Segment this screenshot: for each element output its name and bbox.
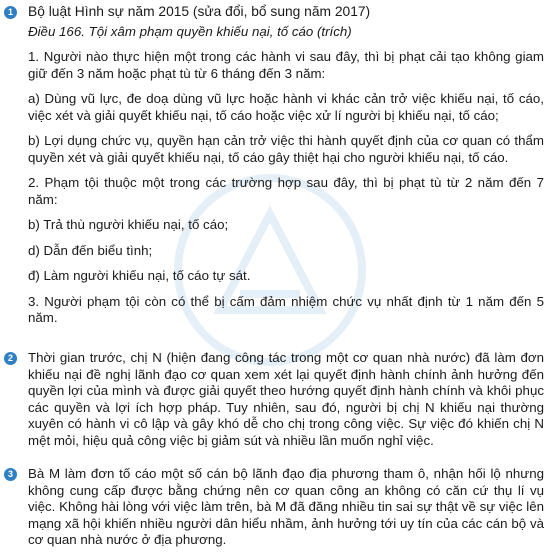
number-badge: 1	[4, 6, 17, 19]
clause-2b: b) Trả thù người khiếu nại, tố cáo;	[28, 217, 229, 232]
law-title: Bộ luật Hình sự năm 2015 (sửa đổi, bổ sung năm 2017)	[28, 4, 371, 19]
item-3	[4, 466, 544, 549]
situation-text: Bà M làm đơn tố cáo một số cán bộ lãnh đạo địa phương tham ô, nhận hối lộ nhưng không cung cấp được bằng chứng nên cơ quan công an không có căn cứ thụ lí vụ việc. Không hài lòng với việc làm trên, bà M đã đăng nhiều tin sai sự thật về sự việc lên mạng xã hội khiến nhiều người dân hiểu nhầm, ảnh hưởng tới uy tín của các cán bộ và cơ quan nhà nước ở địa phương.	[28, 466, 544, 547]
item-1	[4, 4, 544, 327]
clause-3: 3. Người phạm tội còn có thể bị cấm đảm nhiệm chức vụ nhất định từ 1 năm đến 5 năm.	[28, 293, 544, 325]
clause-1: 1. Người nào thực hiện một trong các hành vi sau đây, thì bị phạt cải tạo không giam giữ đến 3 năm hoặc phạt tù từ 6 tháng đến 3 năm:	[28, 49, 544, 81]
clause-2d: d) Dẫn đến biểu tình;	[28, 242, 153, 258]
number-badge: 3	[4, 468, 17, 481]
situation-text: Thời gian trước, chị N (hiện đang công tác trong một cơ quan nhà nước) đã làm đơn khiếu nại đề nghị lãnh đạo cơ quan xem xét lại quyết định hành chính ảnh hưởng đến quyền lợi của mình và được giải quyết theo hướng quyết định hành chính và khôi phục các quyền và lợi ích hợp pháp. Tuy nhiên, sau đó, người bị chị N khiếu nại thường xuyên có hành vi cô lập và gây khó dễ cho chị trong công việc. Sự việc đó khiến chị N mệt mỏi, hiệu quả công việc bị giảm sút và nhiều lần muốn nghỉ việc.	[28, 350, 544, 448]
clause-1a: a) Dùng vũ lực, đe doạ dùng vũ lực hoặc hành vi khác cản trở việc khiếu nại, tố cáo, việc xét và giải quyết khiếu nại, tố cáo hoặc việc xử lí người bị khiếu nại, tố cáo;	[28, 91, 544, 123]
article-heading: Điều 166. Tội xâm phạm quyền khiếu nại, tố cáo (trích)	[28, 23, 352, 39]
clause-2: 2. Phạm tội thuộc một trong các trường hợp sau đây, thì bị phạt tù từ 2 năm đến 7 năm:	[28, 175, 544, 207]
clause-2dd: đ) Làm người khiếu nại, tố cáo tự sát.	[28, 268, 251, 283]
item-2	[4, 350, 544, 449]
clause-1b: b) Lợi dụng chức vụ, quyền hạn cản trở việc thi hành quyết định của cơ quan có thẩm quyền xét và giải quyết khiếu nại, tố cáo gây thiệt hại cho người khiếu nại, tố cáo.	[28, 133, 544, 165]
number-badge: 2	[4, 352, 17, 365]
